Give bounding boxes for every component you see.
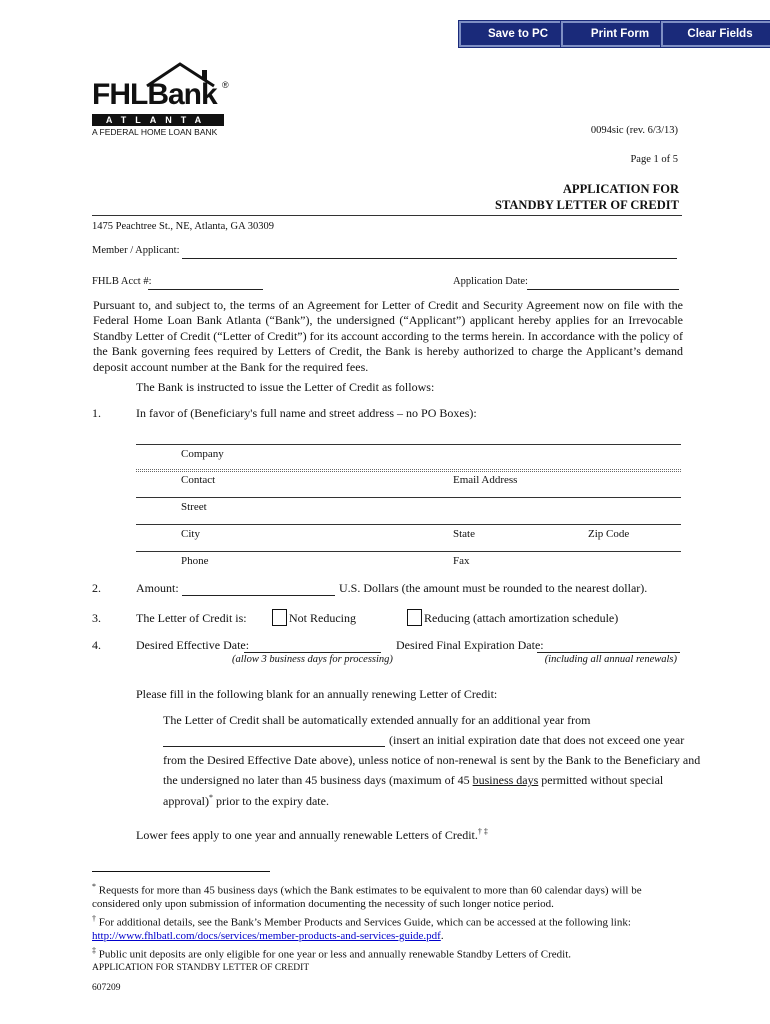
intro-paragraph: Pursuant to, and subject to, the terms of an Agreement for Letter of Credit and Security Agreement now on file with the Federal Home Loan Bank Atlanta (“Bank”), the undersigned (“Applicant”) applicant hereby applies for an Irrevocable Standby Letter of Credit (“Letter of Credit”) for its account according to the terms herein. In accordance with the policy of the Bank governing fees required by Letters of Credit, the Bank is hereby authorized to charge the Applicant’s demand deposit account number at the Bank for the required fees. xyxy=(93,298,683,374)
reducing-checkbox[interactable] xyxy=(407,609,422,626)
renewal-line-4-start: the undersigned no later than 45 business days (maximum of 45 xyxy=(163,773,473,787)
footnote-2 xyxy=(92,912,684,944)
city-state-zip-field[interactable] xyxy=(136,551,681,552)
business-days-term: business days xyxy=(472,773,539,787)
footnotes xyxy=(92,880,684,962)
initial-expiration-field[interactable] xyxy=(163,733,385,747)
footnote-1-mark: * xyxy=(92,882,96,891)
city-label: City xyxy=(181,528,200,540)
application-date-field[interactable] xyxy=(527,276,679,290)
footnote-2-end: . xyxy=(440,930,444,943)
footnote-1 xyxy=(92,880,684,912)
logo-name: FHLBank xyxy=(92,78,217,111)
company-divider xyxy=(136,471,681,472)
footnote-separator xyxy=(92,871,270,872)
form-id: 0094sic (rev. 6/3/13) xyxy=(590,125,678,136)
not-reducing-label: Not Reducing xyxy=(289,611,356,625)
logo-city-band: ATLANTA xyxy=(92,114,224,126)
contact-email-field[interactable] xyxy=(136,497,681,498)
expiration-date-label: Desired Final Expiration Date: xyxy=(396,638,544,652)
item-2-number: 2. xyxy=(92,581,101,595)
footer-title: APPLICATION FOR STANDBY LETTER OF CREDIT xyxy=(92,963,310,973)
clear-fields-button[interactable]: Clear Fields xyxy=(661,21,770,47)
street-label: Street xyxy=(181,501,207,513)
form-title xyxy=(495,181,679,213)
fax-label: Fax xyxy=(453,555,470,567)
loc-type-label: The Letter of Credit is: xyxy=(136,611,247,625)
footnote-1-text: Requests for more than 45 business days (which the Bank estimates to be equivalent to more than 60 calendar days) will be considered only upon submission of information documenting the necessity of such longer notice period. xyxy=(92,884,642,911)
beneficiary-name-field[interactable] xyxy=(136,444,681,445)
renewal-line-4-end: permitted without special xyxy=(538,773,664,787)
member-guide-link[interactable]: http://www.fhlbatl.com/docs/services/member-products-and-services-guide.pdf xyxy=(92,930,441,943)
fhlb-acct-field[interactable] xyxy=(148,276,263,290)
title-line-2: STANDBY LETTER OF CREDIT xyxy=(495,198,679,212)
save-to-pc-button[interactable]: Save to PC xyxy=(459,21,577,47)
footnote-3 xyxy=(92,944,684,962)
reducing-label: Reducing (attach amortization schedule) xyxy=(424,611,619,625)
effective-date-note: (allow 3 business days for processing) xyxy=(232,654,393,665)
amount-suffix: U.S. Dollars (the amount must be rounded to the nearest dollar). xyxy=(339,581,648,595)
title-line-1: APPLICATION FOR xyxy=(562,182,679,196)
footer-code: 607209 xyxy=(92,983,121,993)
footnote-refs-dagger: † ‡ xyxy=(477,827,488,836)
phone-label: Phone xyxy=(181,555,209,567)
company-label: Company xyxy=(181,448,224,460)
renewal-instruction: Please fill in the following blank for an annually renewing Letter of Credit: xyxy=(136,687,498,701)
footnote-2-text: For additional details, see the Bank’s Member Products and Services Guide, which can be accessed at the following link: xyxy=(96,916,631,929)
footnote-ref-star: * xyxy=(208,793,213,802)
renewal-line-3: from the Desired Effective Date above), unless notice of non-renewal is sent by the Bank to the Beneficiary and xyxy=(163,753,701,767)
renewal-line-2: (insert an initial expiration date that does not exceed one year xyxy=(389,733,685,747)
contact-label: Contact xyxy=(181,474,216,486)
bank-address: 1475 Peachtree St., NE, Atlanta, GA 30309 xyxy=(92,221,274,232)
zip-label: Zip Code xyxy=(588,528,630,540)
street-field[interactable] xyxy=(136,524,681,525)
member-label: Member / Applicant: xyxy=(92,245,180,256)
expiration-date-field[interactable] xyxy=(537,638,680,653)
renewal-line-1: The Letter of Credit shall be automatically extended annually for an additional year from xyxy=(163,713,591,727)
item-1-number: 1. xyxy=(92,406,101,420)
amount-field[interactable] xyxy=(182,581,335,596)
lower-fees-sentence: Lower fees apply to one year and annually renewable Letters of Credit. xyxy=(136,828,478,842)
state-label: State xyxy=(453,528,475,540)
registered-mark: ® xyxy=(222,80,229,90)
print-form-button[interactable]: Print Form xyxy=(561,21,679,47)
footnote-2-mark: † xyxy=(92,913,96,923)
fhlbank-logo xyxy=(92,60,242,138)
item-1-text: In favor of (Beneficiary's full name and street address – no PO Boxes): xyxy=(136,406,477,420)
logo-tagline: A FEDERAL HOME LOAN BANK xyxy=(92,127,218,137)
renewal-line-5-start: approval) xyxy=(163,794,209,808)
item-3-number: 3. xyxy=(92,611,101,625)
page-number: Page 1 of 5 xyxy=(630,154,678,165)
footnote-3-mark: ‡ xyxy=(92,945,96,955)
member-applicant-field[interactable] xyxy=(182,245,677,259)
acct-label: FHLB Acct #: xyxy=(92,276,152,287)
email-label: Email Address xyxy=(453,474,518,486)
expiration-date-note: (including all annual renewals) xyxy=(544,654,677,665)
app-date-label: Application Date: xyxy=(453,276,528,287)
not-reducing-checkbox[interactable] xyxy=(272,609,287,626)
lower-fees-text xyxy=(136,827,488,843)
renewal-line-4 xyxy=(163,773,663,788)
amount-label: Amount: xyxy=(136,581,179,595)
header-divider xyxy=(92,215,682,216)
renewal-line-5 xyxy=(163,793,329,809)
effective-date-field[interactable] xyxy=(244,638,381,653)
footnote-3-text: Public unit deposits are only eligible for one year or less and annually renewable Standby Letters of Credit. xyxy=(96,948,572,961)
company-field[interactable] xyxy=(136,469,681,470)
renewal-line-5-end: prior to the expiry date. xyxy=(212,794,329,808)
instructed-text: The Bank is instructed to issue the Letter of Credit as follows: xyxy=(136,380,435,394)
effective-date-label: Desired Effective Date: xyxy=(136,638,250,652)
item-4-number: 4. xyxy=(92,638,101,652)
